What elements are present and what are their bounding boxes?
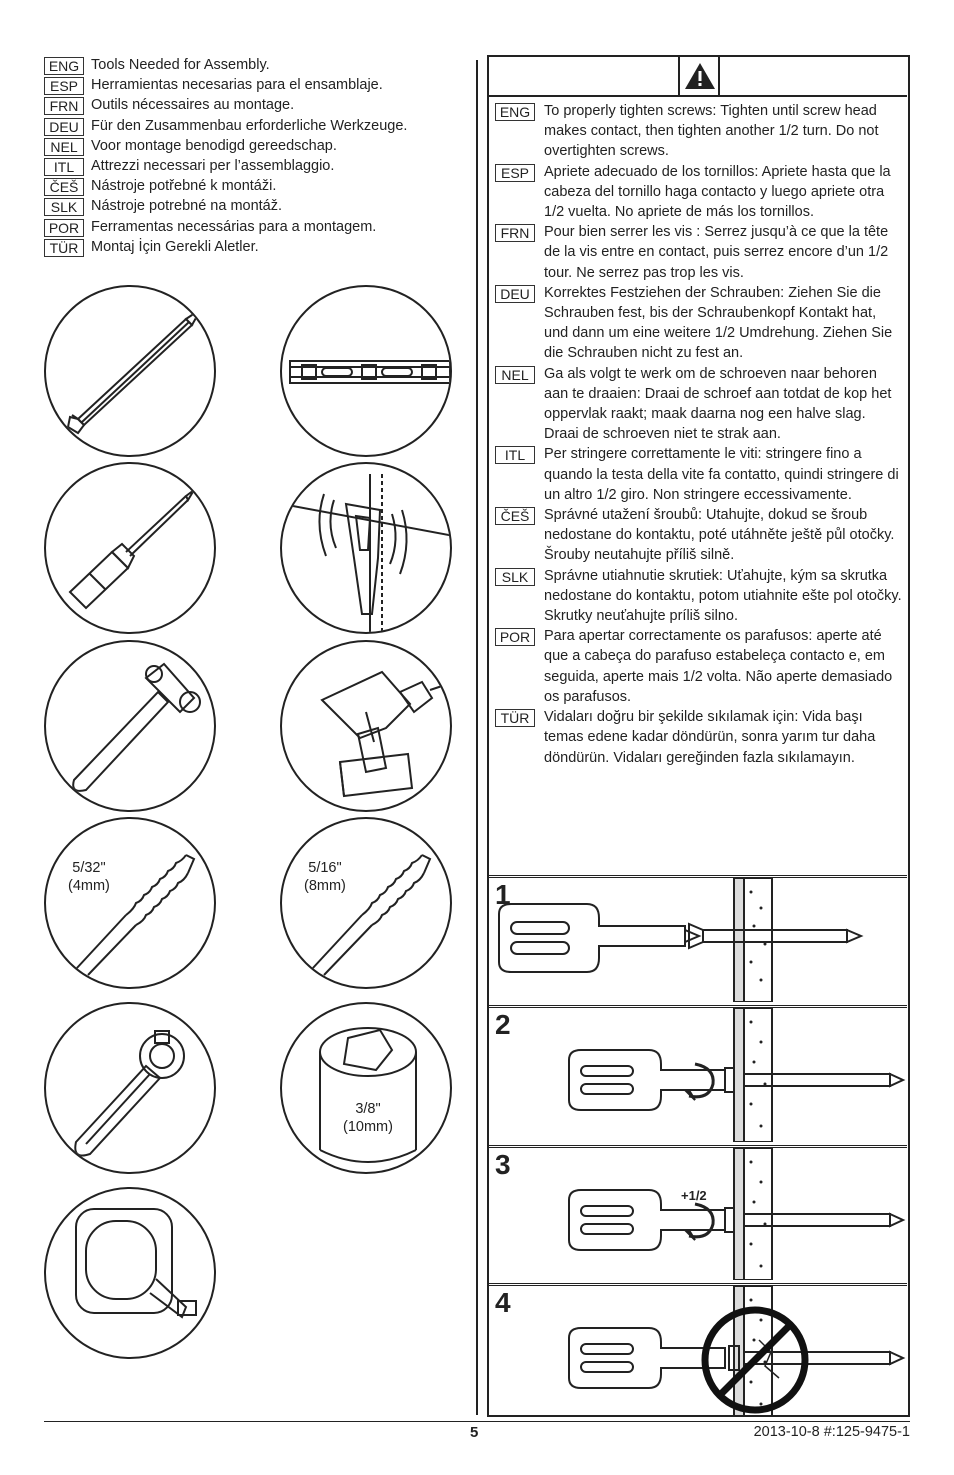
warning-text xyxy=(495,101,903,768)
screwdriver-icon xyxy=(46,464,216,634)
lang-text: Nástroje potrebné na montáž. xyxy=(91,198,283,215)
lang-row xyxy=(44,238,469,258)
lang-text: Montaj İçin Gerekli Aletler. xyxy=(91,238,259,255)
lang-text: Tools Needed for Assembly. xyxy=(91,57,270,73)
step-4 xyxy=(489,1283,907,1417)
socket-icon xyxy=(282,1004,452,1174)
step-1 xyxy=(489,875,907,1005)
warning-entry xyxy=(495,626,903,707)
screw-not-touching-illustration xyxy=(489,878,907,1002)
warning-entry-text: Správné utažení šroubů: Utahujte, dokud se šroub nedostane do kontaktu, poté utáhněte ještě půl otočky. Šrouby neutahujte příliš silně. xyxy=(544,507,895,564)
warning-header xyxy=(489,57,907,97)
ratchet-tool xyxy=(44,1002,216,1174)
page-number: 5 xyxy=(470,1424,479,1441)
warning-triangle-icon xyxy=(681,59,719,93)
lang-code: POR xyxy=(495,628,535,646)
step-2 xyxy=(489,1005,907,1145)
lang-text: Outils nécessaires au montage. xyxy=(91,97,295,114)
drill-bit-small-tool xyxy=(44,817,216,989)
screwdriver-tool xyxy=(44,462,216,634)
lang-code: ENG xyxy=(495,103,535,121)
drill-bit-icon xyxy=(282,819,452,989)
tape-measure-icon xyxy=(46,1189,216,1359)
lang-code: ESP xyxy=(44,77,84,95)
screw-overtightened-illustration xyxy=(489,1286,907,1416)
lang-code: ČEŠ xyxy=(44,178,84,196)
socket-label: 3/8" (10mm) xyxy=(343,1101,393,1135)
warning-entry-text: Pour bien serrer les vis : Serrez jusqu’à ce que la tête de la vis entre en contact, puis serrez encore d’un 1/2 tour. Ne serrez pas trop les vis. xyxy=(544,224,889,281)
lang-text: Attrezzi necessari per l’assemblaggio. xyxy=(91,157,335,174)
pencil-icon xyxy=(46,287,216,457)
warning-entry-text: Vidaları doğru bir şekilde sıkılamak için: Vida başı temas edene kadar döndürün, sonra yarım tur daha döndürün. Vidaları gereğinden fazla sıkılamayın. xyxy=(544,709,876,766)
warning-entry xyxy=(495,364,903,445)
pencil-tool xyxy=(44,285,216,457)
lang-code: DEU xyxy=(44,118,84,136)
level-icon xyxy=(282,287,452,457)
lang-code: SLK xyxy=(44,198,84,216)
lang-text: Ferramentas necessárias para a montagem. xyxy=(91,218,377,235)
lang-code: ČEŠ xyxy=(495,507,535,525)
warning-entry xyxy=(495,222,903,283)
lang-code: ITL xyxy=(44,158,84,176)
lang-code: ESP xyxy=(495,164,535,182)
step-number: 4 xyxy=(495,1287,511,1318)
column-divider xyxy=(476,60,478,1415)
lang-row xyxy=(44,177,469,197)
screw-half-turn-illustration xyxy=(489,1148,907,1280)
warning-entry-text: Apriete adecuado de los tornillos: Apriete hasta que la cabeza del tornillo haga contacto y luego apriete otra 1/2 vuelta. No apriete de más los tornillos. xyxy=(544,163,891,221)
power-drill-tool xyxy=(280,640,452,812)
lang-row xyxy=(44,117,469,137)
lang-text: Voor montage benodigd gereedschap. xyxy=(91,137,337,154)
lang-row xyxy=(44,56,469,76)
lang-code: SLK xyxy=(495,568,535,586)
step-3 xyxy=(489,1145,907,1283)
lang-row xyxy=(44,96,469,116)
lang-code: FRN xyxy=(44,97,84,115)
step-number: 2 xyxy=(495,1009,511,1040)
stud-finder-tool xyxy=(280,462,452,634)
socket-tool xyxy=(280,1002,452,1174)
drill-bit-large-label: 5/16" (8mm) xyxy=(304,860,346,894)
warning-entry-text: Per stringere correttamente le viti: stringere fino a quando la testa della vite fa contatto, quindi stringere di un altro 1/2 giro. Non stringere eccessivamente. xyxy=(544,446,899,503)
lang-code: NEL xyxy=(495,366,535,384)
step-number: 1 xyxy=(495,879,511,910)
screw-touching-illustration xyxy=(489,1008,907,1142)
half-turn-annotation: +1/2 xyxy=(681,1188,707,1203)
lang-code: DEU xyxy=(495,285,535,303)
level-tool xyxy=(280,285,452,457)
warning-icon-box xyxy=(678,57,720,95)
lang-row xyxy=(44,76,469,96)
hammer-icon xyxy=(46,642,216,812)
document-id: 2013-10-8 #:125-9475-1 xyxy=(753,1424,910,1440)
warning-entry xyxy=(495,707,903,768)
warning-entry-text: Korrektes Festziehen der Schrauben: Ziehen Sie die Schrauben fest, bis der Schraubenkopf Kontakt hat, und dann um eine weitere 1/2 Umdrehung. Ziehen Sie die Schrauben nicht zu fest an. xyxy=(544,284,893,362)
ratchet-icon xyxy=(46,1004,216,1174)
lang-code: ENG xyxy=(44,57,84,75)
lang-code: ITL xyxy=(495,446,535,464)
lang-text: Nástroje potřebné k montáži. xyxy=(91,178,277,195)
drill-bit-icon xyxy=(46,819,216,989)
stud-finder-icon xyxy=(282,464,452,634)
lang-row xyxy=(44,137,469,157)
lang-code: FRN xyxy=(495,224,535,242)
hammer-tool xyxy=(44,640,216,812)
step-number: 3 xyxy=(495,1149,511,1180)
warning-entry xyxy=(495,566,903,627)
warning-entry xyxy=(495,101,903,162)
warning-entry-text: Ga als volgt te werk om de schroeven naar behoren aan te draaien: Draai de schroef aan totdat de kop het oppervlak raakt; maak daarna nog een halve slag. Draai de schroeven niet te strak aan. xyxy=(544,365,892,443)
prohibited-icon xyxy=(705,1310,805,1410)
warning-entry-text: Správne utiahnutie skrutiek: Uťahujte, kým sa skrutka nedostane do kontaktu, potom utiahnite ešte pol otočky. Skrutky neuťahujte príliš silno. xyxy=(544,567,902,625)
lang-code: TÜR xyxy=(495,709,535,727)
lang-row xyxy=(44,197,469,217)
lang-row xyxy=(44,218,469,238)
warning-entry-text: Para apertar correctamente os parafusos: aperte até que a cabeça do parafuso estabeleça contacto e, em seguida, aperte mais 1/2 volta. Não aperte demasiado os parafusos. xyxy=(544,628,893,705)
lang-code: NEL xyxy=(44,138,84,156)
warning-panel xyxy=(487,55,910,1417)
footer-rule xyxy=(44,1421,910,1422)
warning-entry xyxy=(495,283,903,364)
lang-code: POR xyxy=(44,219,84,237)
power-drill-icon xyxy=(282,642,452,812)
tools-needed-list xyxy=(44,56,469,258)
drill-bit-large-tool xyxy=(280,817,452,989)
warning-entry-text: To properly tighten screws: Tighten until screw head makes contact, then tighten another 1/2 turn. Do not overtighten screws. xyxy=(544,103,879,160)
lang-code: TÜR xyxy=(44,239,84,257)
tape-measure-tool xyxy=(44,1187,216,1359)
lang-text: Herramientas necesarias para el ensamblaje. xyxy=(91,77,383,94)
warning-entry xyxy=(495,444,903,505)
drill-bit-small-label: 5/32" (4mm) xyxy=(68,860,110,894)
lang-text: Für den Zusammenbau erforderliche Werkzeuge. xyxy=(91,117,408,134)
warning-entry xyxy=(495,505,903,566)
lang-row xyxy=(44,157,469,177)
warning-entry xyxy=(495,162,903,223)
